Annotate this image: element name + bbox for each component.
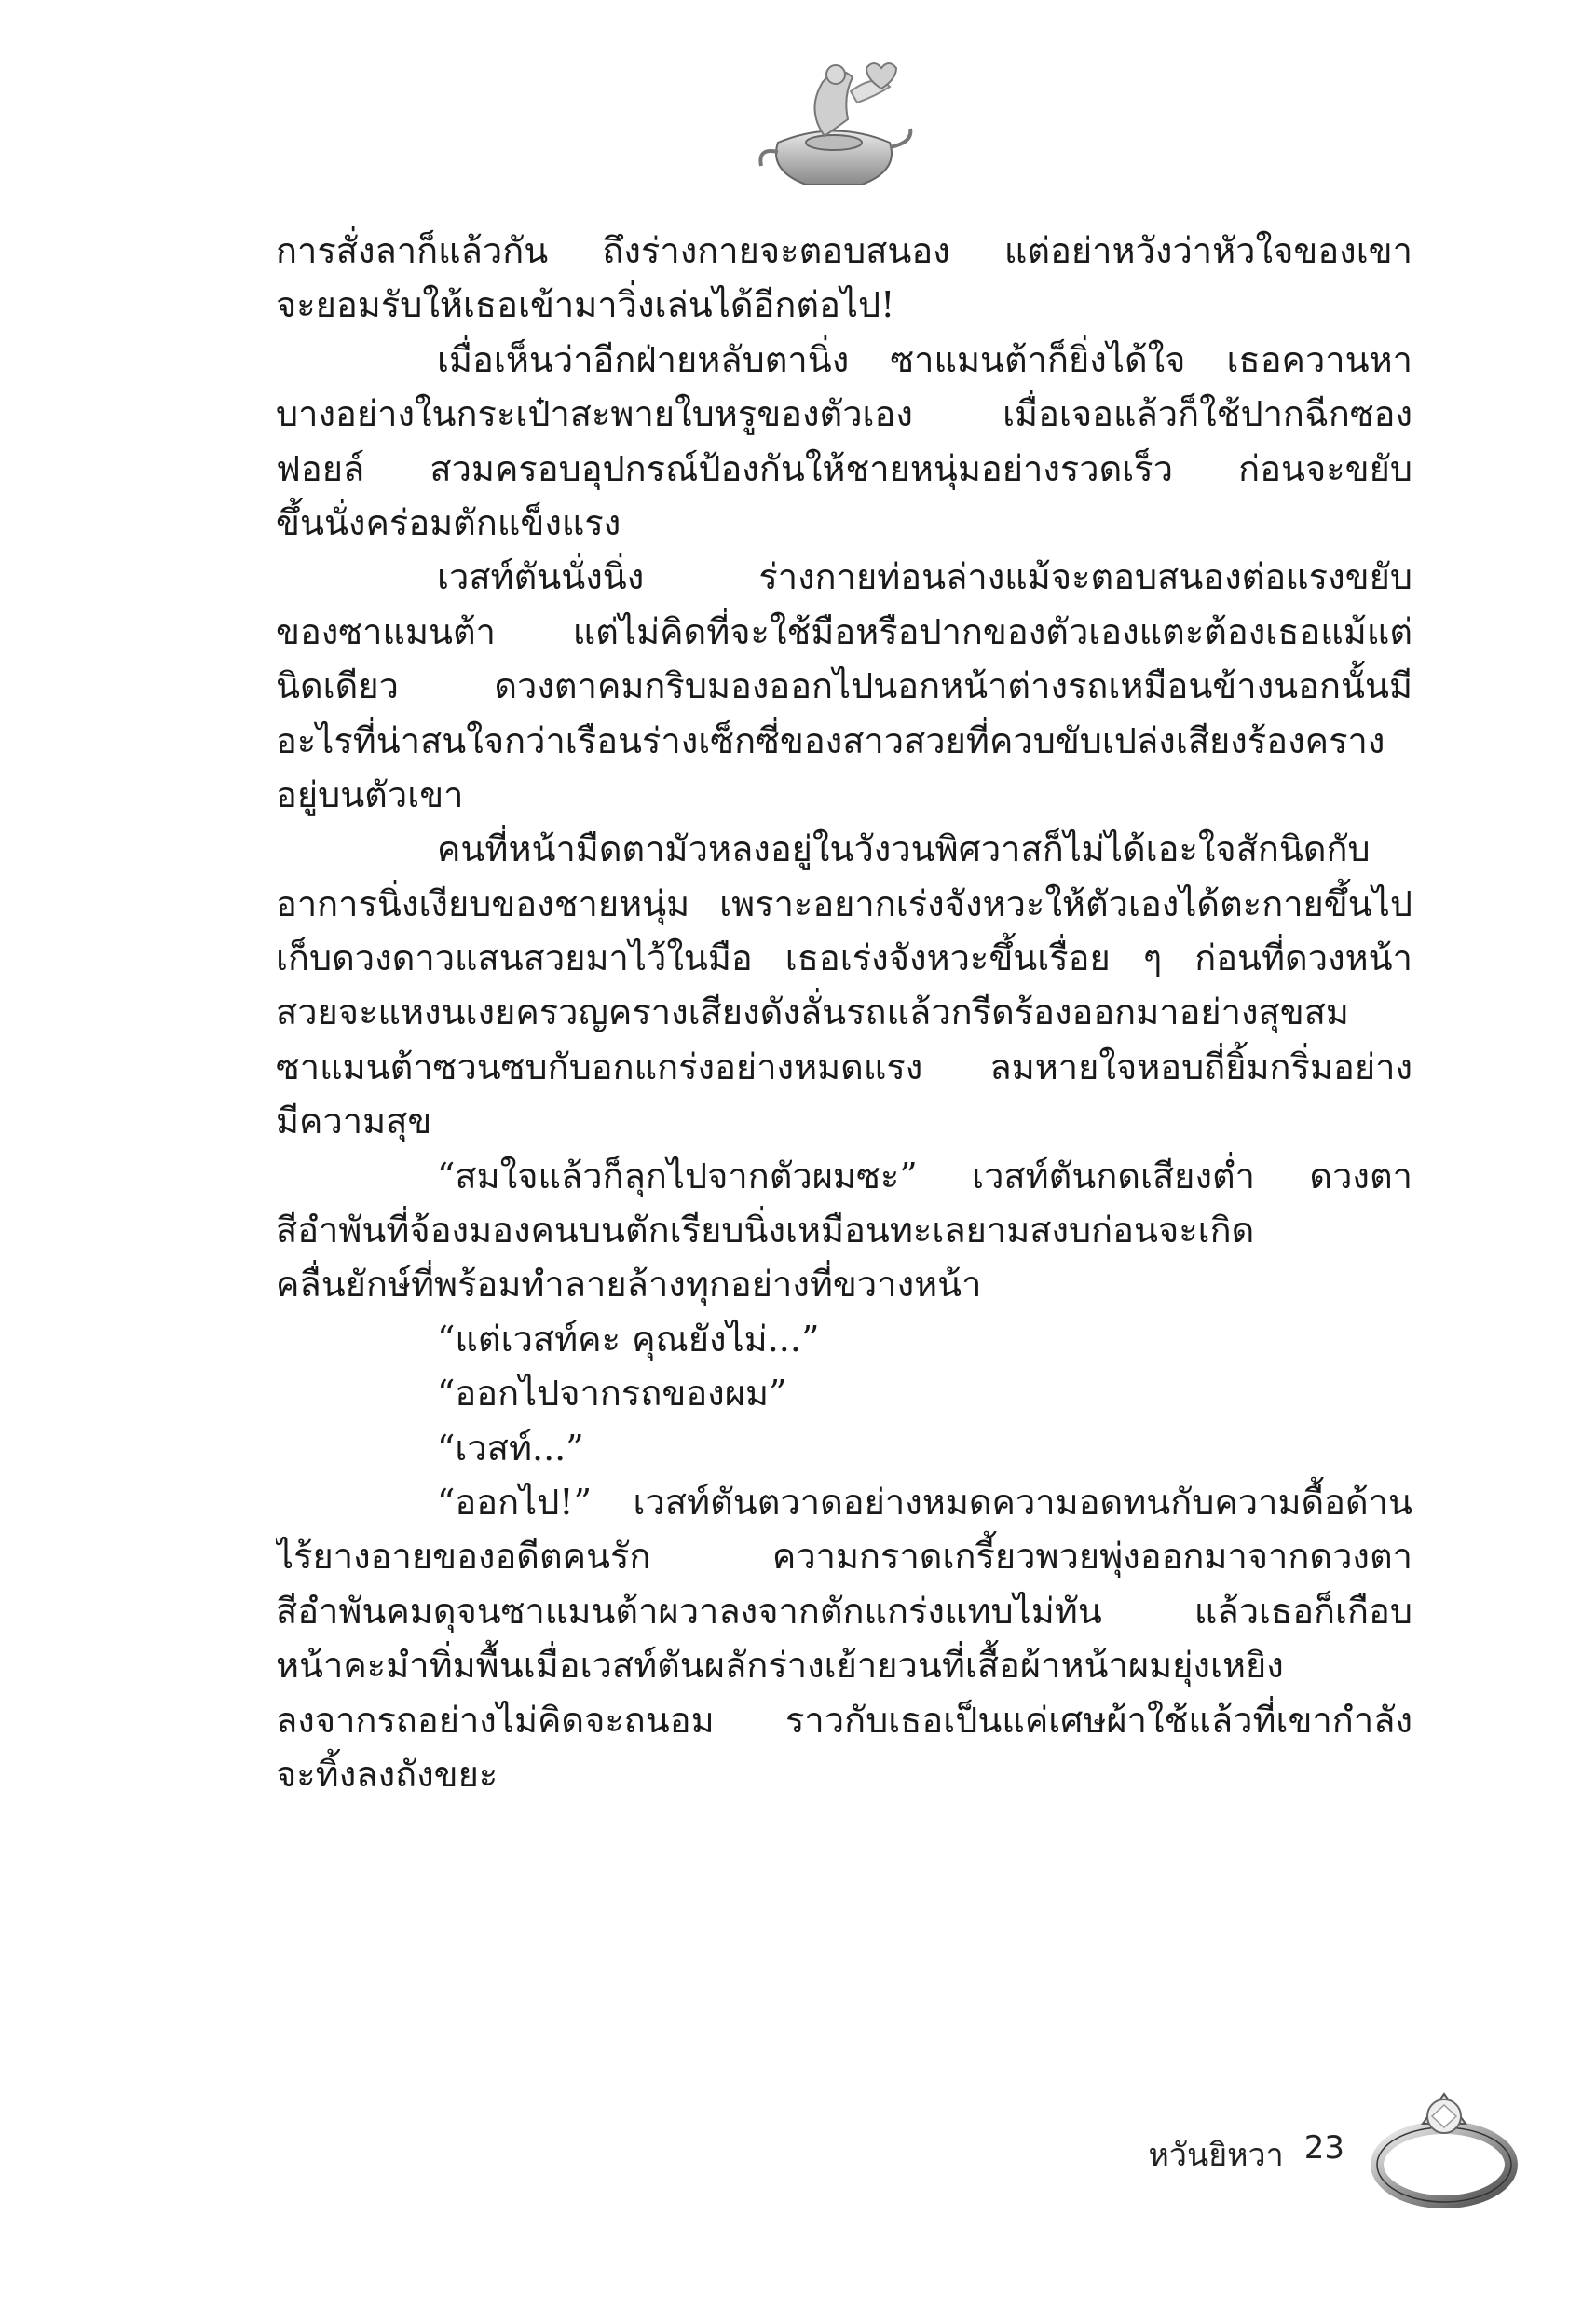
dialogue-line: “เวสท์...” [437,1427,584,1469]
diamond-ring-icon [1365,2083,1528,2213]
text-line: หน้าคะมำทิ่มพื้นเมื่อเวสท์ตันผลักร่างเย้ายวนที่เสื้อผ้าหน้าผมยุ่งเหยิง [276,1645,1284,1687]
text-line: นิดเดียว ดวงตาคมกริบมองออกไปนอกหน้าต่างรถเหมือนข้างนอกนั้นมี [276,665,1412,707]
cupid-teapot-emblem [750,54,918,203]
text-line: คลื่นยักษ์ที่พร้อมทำลายล้างทุกอย่างที่ขวางหน้า [276,1264,982,1306]
paragraph-start: “สมใจแล้วก็ลุกไปจากตัวผมซะ” เวสท์ตันกดเสียงต่ำ ดวงตา [437,1155,1412,1197]
paragraph-start: เมื่อเห็นว่าอีกฝ่ายหลับตานิ่ง ซาแมนต้าก็ยิ่งได้ใจ เธอควานหา [437,338,1412,380]
text-line: การสั่งลาก็แล้วกัน ถึงร่างกายจะตอบสนอง แต่อย่าหวังว่าหัวใจของเขา [276,230,1412,271]
page-number: 23 [1303,2129,1344,2167]
page-body [276,224,1412,1801]
text-line: บางอย่างในกระเป๋าสะพายใบหรูของตัวเอง เมื่อเจอแล้วก็ใช้ปากฉีกซอง [276,393,1412,435]
text-line: สีอำพันที่จ้องมองคนบนตักเรียบนิ่งเหมือนทะเลยามสงบก่อนจะเกิด [276,1210,1255,1251]
text-line: จะทิ้งลงถังขยะ [276,1753,498,1795]
paragraph-start: คนที่หน้ามืดตามัวหลงอยู่ในวังวนพิศวาสก็ไม่ได้เอะใจสักนิดกับ [437,828,1371,870]
text-line: อาการนิ่งเงียบของชายหนุ่ม เพราะอยากเร่งจังหวะให้ตัวเองได้ตะกายขึ้นไป [276,882,1412,924]
text-line: อะไรที่น่าสนใจกว่าเรือนร่างเซ็กซี่ของสาวสวยที่ควบขับเปล่งเสียงร้องคราง [276,719,1385,761]
text-line: จะยอมรับให้เธอเข้ามาวิ่งเล่นได้อีกต่อไป! [276,284,895,326]
text-line: ไร้ยางอายของอดีตคนรัก ความกราดเกรี้ยวพวยพุ่งออกมาจากดวงตา [276,1536,1412,1578]
text-line: เก็บดวงดาวแสนสวยมาไว้ในมือ เธอเร่งจังหวะขึ้นเรื่อย ๆ ก่อนที่ดวงหน้า [276,937,1412,979]
page-footer [1148,2129,1344,2180]
text-line: สีอำพันคมดุจนซาแมนต้าผวาลงจากตักแกร่งแทบไม่ทัน แล้วเธอก็เกือบ [276,1590,1412,1632]
text-line: อยู่บนตัวเขา [276,773,464,815]
text-line: ซาแมนต้าซวนซบกับอกแกร่งอย่างหมดแรง ลมหายใจหอบถี่ยิ้มกริ่มอย่าง [276,1046,1412,1087]
dialogue-line: “แต่เวสท์คะ คุณยังไม่...” [437,1318,820,1360]
paragraph-start: “ออกไป!” เวสท์ตันตวาดอย่างหมดความอดทนกับความดื้อด้าน [437,1481,1412,1523]
text-line: สวยจะแหงนเงยครวญครางเสียงดังลั่นรถแล้วกรีดร้องออกมาอย่างสุขสม [276,991,1349,1033]
text-line: ของซาแมนต้า แต่ไม่คิดที่จะใช้มือหรือปากของตัวเองแตะต้องเธอแม้แต่ [276,610,1412,652]
paragraph-start: เวสท์ตันนั่งนิ่ง ร่างกายท่อนล่างแม้จะตอบสนองต่อแรงขยับ [437,556,1412,598]
book-title: หวันยิหวา [1148,2137,1284,2174]
text-line: ขึ้นนั่งคร่อมตักแข็งแรง [276,501,621,543]
text-line: ฟอยล์ สวมครอบอุปกรณ์ป้องกันให้ชายหนุ่มอย่างรวดเร็ว ก่อนจะขยับ [276,447,1412,489]
dialogue-line: “ออกไปจากรถของผม” [437,1373,787,1415]
text-line: ลงจากรถอย่างไม่คิดจะถนอม ราวกับเธอเป็นแค่เศษผ้าใช้แล้วที่เขากำลัง [276,1699,1412,1741]
text-line: มีความสุข [276,1101,432,1142]
